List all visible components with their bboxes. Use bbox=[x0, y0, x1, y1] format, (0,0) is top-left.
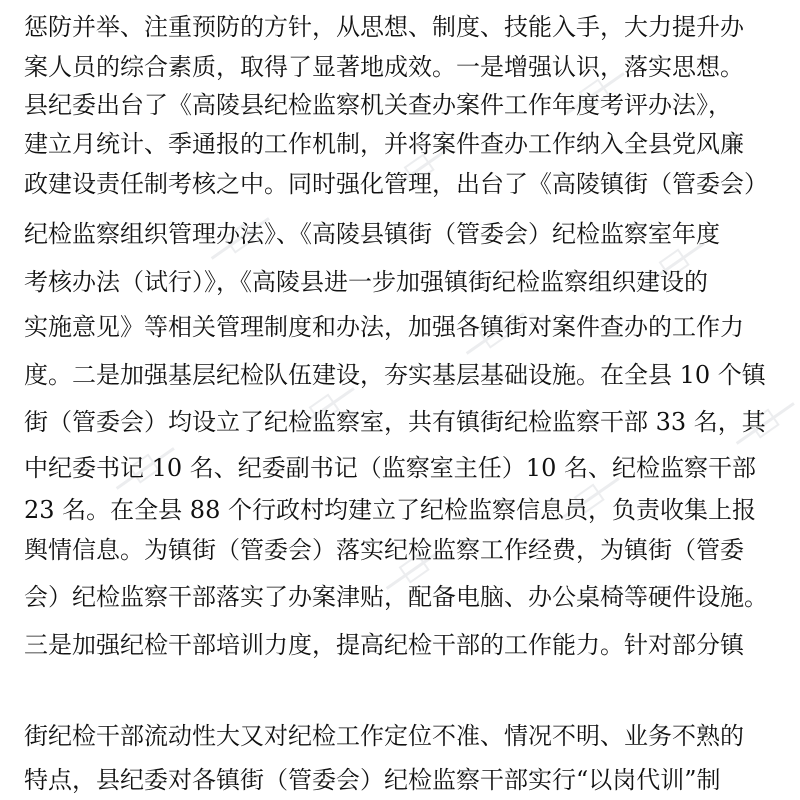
text-line-5: 政建设责任制考核之中。同时强化管理，出台了《高陵镇街（管委会） bbox=[24, 170, 768, 198]
text-line-15: 三是加强纪检干部培训力度，提高纪检干部的工作能力。针对部分镇 bbox=[24, 631, 744, 659]
text-line-9: 度。二是加强基层纪检队伍建设，夯实基层基础设施。在全县 10 个镇 bbox=[24, 361, 766, 389]
text-line-12: 23 名。在全县 88 个行政村均建立了纪检监察信息员，负责收集上报 bbox=[24, 496, 756, 524]
text-line-8: 实施意见》等相关管理制度和办法，加强各镇街对案件查办的工作力 bbox=[24, 313, 744, 341]
text-line-10: 街（管委会）均设立了纪检监察室，共有镇街纪检监察干部 33 名，其 bbox=[24, 408, 766, 436]
text-line-6: 纪检监察组织管理办法》、《高陵县镇街（管委会）纪检监察室年度 bbox=[24, 220, 720, 248]
text-line-1: 惩防并举、注重预防的方针，从思想、制度、技能入手，大力提升办 bbox=[24, 13, 744, 41]
text-line-16: 街纪检干部流动性大又对纪检工作定位不准、情况不明、业务不熟的 bbox=[24, 722, 744, 750]
text-line-2: 案人员的综合素质，取得了显著地成效。一是增强认识，落实思想。 bbox=[24, 53, 744, 81]
text-line-7: 考核办法（试行）》，《高陵县进一步加强镇街纪检监察组织建设的 bbox=[24, 268, 708, 296]
text-line-11: 中纪委书记 10 名、纪委副书记（监察室主任）10 名、纪检监察干部 bbox=[24, 454, 756, 482]
text-line-14: 会）纪检监察干部落实了办案津贴，配备电脑、办公桌椅等硬件设施。 bbox=[24, 583, 768, 611]
text-line-4: 建立月统计、季通报的工作机制，并将案件查办工作纳入全县党风廉 bbox=[24, 130, 744, 158]
text-line-17: 特点，县纪委对各镇街（管委会）纪检监察干部实行“以岗代训”制 bbox=[24, 766, 721, 794]
text-line-13: 舆情信息。为镇街（管委会）落实纪检监察工作经费，为镇街（管委 bbox=[24, 536, 744, 564]
text-line-3: 县纪委出台了《高陵县纪检监察机关查办案件工作年度考评办法》， bbox=[24, 91, 732, 119]
